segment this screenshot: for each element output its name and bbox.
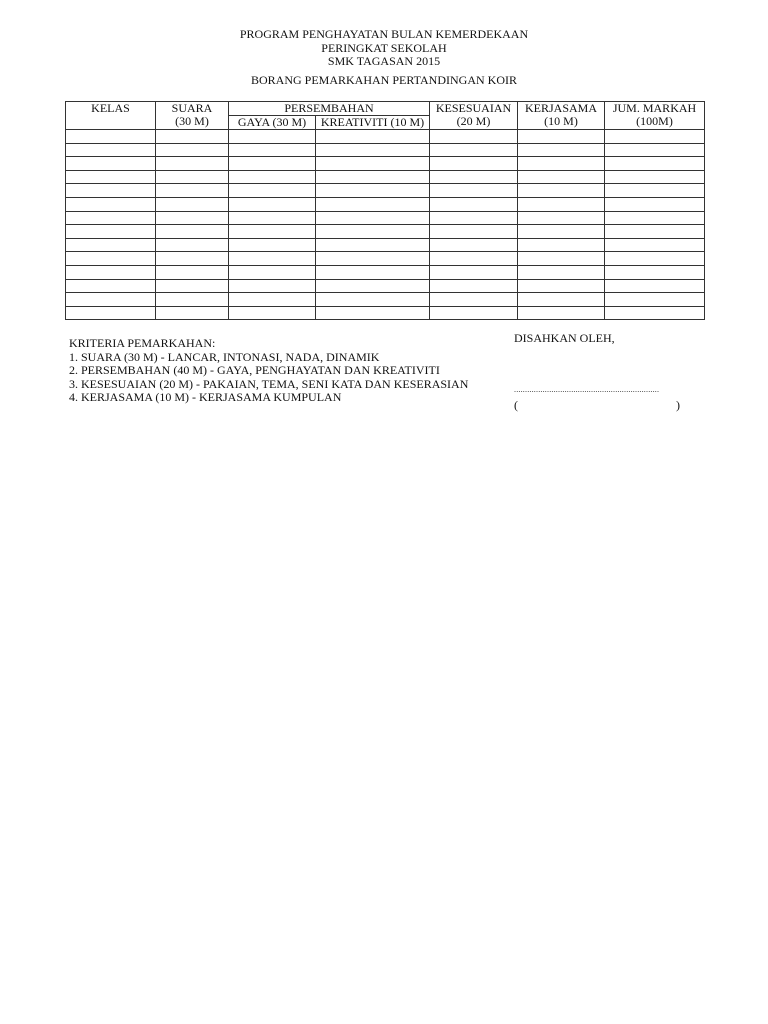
document-header (0, 28, 768, 69)
table-cell (66, 184, 156, 198)
scoring-table-body (66, 130, 705, 320)
table-cell (518, 211, 605, 225)
table-cell (430, 197, 518, 211)
table-row (66, 184, 705, 198)
table-cell (316, 157, 430, 171)
table-cell (605, 252, 705, 266)
table-cell (518, 157, 605, 171)
table-cell (156, 211, 229, 225)
table-cell (316, 225, 430, 239)
table-row (66, 279, 705, 293)
table-cell (66, 252, 156, 266)
table-cell (156, 279, 229, 293)
table-cell (518, 238, 605, 252)
table-cell (229, 225, 316, 239)
table-cell (518, 279, 605, 293)
table-cell (316, 143, 430, 157)
table-cell (316, 170, 430, 184)
criteria-item-kerjasama: 4. KERJASAMA (10 M) - KERJASAMA KUMPULAN (69, 390, 342, 404)
table-cell (430, 279, 518, 293)
table-cell (605, 157, 705, 171)
table-cell (605, 197, 705, 211)
table-cell (66, 238, 156, 252)
header-line-school: SMK TAGASAN 2015 (327, 54, 441, 68)
table-cell (316, 293, 430, 307)
table-cell (316, 130, 430, 144)
table-cell (518, 252, 605, 266)
header-kerjasama: KERJASAMA (10 M) (518, 102, 605, 130)
table-cell (605, 306, 705, 320)
table-row (66, 170, 705, 184)
table-row (66, 306, 705, 320)
header-gaya: GAYA (30 M) (229, 116, 316, 130)
table-row (66, 143, 705, 157)
table-cell (518, 170, 605, 184)
header-kesesuaian: KESESUAIAN (20 M) (430, 102, 518, 130)
table-cell (316, 238, 430, 252)
table-cell (229, 293, 316, 307)
table-cell (518, 130, 605, 144)
table-cell (316, 306, 430, 320)
table-cell (156, 265, 229, 279)
table-cell (66, 143, 156, 157)
table-cell (156, 184, 229, 198)
table-cell (518, 197, 605, 211)
criteria-title: KRITERIA PEMARKAHAN: (69, 336, 216, 350)
table-cell (605, 265, 705, 279)
table-cell (316, 252, 430, 266)
table-cell (229, 157, 316, 171)
criteria-item-persembahan: 2. PERSEMBAHAN (40 M) - GAYA, PENGHAYATAN DAN KREATIVITI (69, 363, 440, 377)
table-cell (518, 143, 605, 157)
table-row (66, 211, 705, 225)
table-cell (156, 197, 229, 211)
table-cell (605, 184, 705, 198)
table-cell (66, 170, 156, 184)
table-cell (66, 293, 156, 307)
header-line-program: PROGRAM PENGHAYATAN BULAN KEMERDEKAAN (239, 27, 529, 41)
table-cell (229, 265, 316, 279)
table-cell (518, 184, 605, 198)
form-title: BORANG PEMARKAHAN PERTANDINGAN KOIR (251, 73, 517, 87)
table-cell (229, 252, 316, 266)
header-line-level: PERINGKAT SEKOLAH (321, 40, 447, 55)
table-cell (66, 211, 156, 225)
table-row (66, 252, 705, 266)
approval-label: DISAHKAN OLEH, (514, 331, 615, 345)
table-cell (156, 143, 229, 157)
header-jumlah-markah: JUM. MARKAH (100M) (605, 102, 705, 130)
table-cell (430, 293, 518, 307)
table-cell (518, 293, 605, 307)
table-cell (316, 184, 430, 198)
table-cell (229, 211, 316, 225)
table-cell (66, 306, 156, 320)
table-cell (518, 306, 605, 320)
table-cell (156, 157, 229, 171)
table-cell (66, 225, 156, 239)
header-suara: SUARA (30 M) (156, 102, 229, 130)
table-cell (66, 130, 156, 144)
paren-close: ) (676, 398, 680, 412)
header-persembahan: PERSEMBAHAN (229, 102, 430, 116)
table-cell (156, 252, 229, 266)
paren-open: ( (514, 398, 518, 412)
table-cell (229, 197, 316, 211)
table-row (66, 265, 705, 279)
table-cell (605, 170, 705, 184)
table-cell (316, 279, 430, 293)
table-cell (430, 143, 518, 157)
table-cell (229, 184, 316, 198)
table-row (66, 130, 705, 144)
table-cell (518, 265, 605, 279)
table-cell (316, 211, 430, 225)
criteria-section (69, 337, 468, 405)
table-cell (430, 211, 518, 225)
criteria-item-kesesuaian: 3. KESESUAIAN (20 M) - PAKAIAN, TEMA, SENI KATA DAN KESERASIAN (69, 376, 469, 391)
table-row (66, 225, 705, 239)
table-cell (316, 197, 430, 211)
table-cell (430, 252, 518, 266)
table-cell (156, 170, 229, 184)
table-cell (605, 143, 705, 157)
table-cell (229, 130, 316, 144)
table-cell (229, 238, 316, 252)
table-cell (430, 265, 518, 279)
table-cell (156, 306, 229, 320)
table-cell (518, 225, 605, 239)
table-row (66, 157, 705, 171)
table-cell (229, 170, 316, 184)
table-cell (430, 306, 518, 320)
approval-section (514, 331, 684, 412)
table-cell (605, 225, 705, 239)
table-cell (66, 265, 156, 279)
table-cell (430, 130, 518, 144)
table-cell (605, 211, 705, 225)
table-cell (316, 265, 430, 279)
table-cell (66, 279, 156, 293)
table-row (66, 197, 705, 211)
table-cell (430, 238, 518, 252)
table-cell (229, 279, 316, 293)
table-cell (430, 184, 518, 198)
scoring-table (65, 101, 705, 320)
criteria-item-suara: 1. SUARA (30 M) - LANCAR, INTONASI, NADA, DINAMIK (69, 349, 380, 364)
table-cell (229, 143, 316, 157)
table-cell (229, 306, 316, 320)
table-row (66, 293, 705, 307)
table-row (66, 238, 705, 252)
table-cell (605, 238, 705, 252)
table-cell (156, 225, 229, 239)
table-cell (66, 197, 156, 211)
signature-line: .................................................................. (514, 385, 660, 394)
table-cell (430, 170, 518, 184)
table-cell (156, 293, 229, 307)
table-cell (605, 130, 705, 144)
table-cell (430, 157, 518, 171)
table-cell (605, 293, 705, 307)
table-cell (605, 279, 705, 293)
header-kelas: KELAS (66, 102, 156, 130)
table-cell (156, 238, 229, 252)
table-cell (430, 225, 518, 239)
table-cell (156, 130, 229, 144)
table-cell (66, 157, 156, 171)
header-kreativiti: KREATIVITI (10 M) (316, 116, 430, 130)
